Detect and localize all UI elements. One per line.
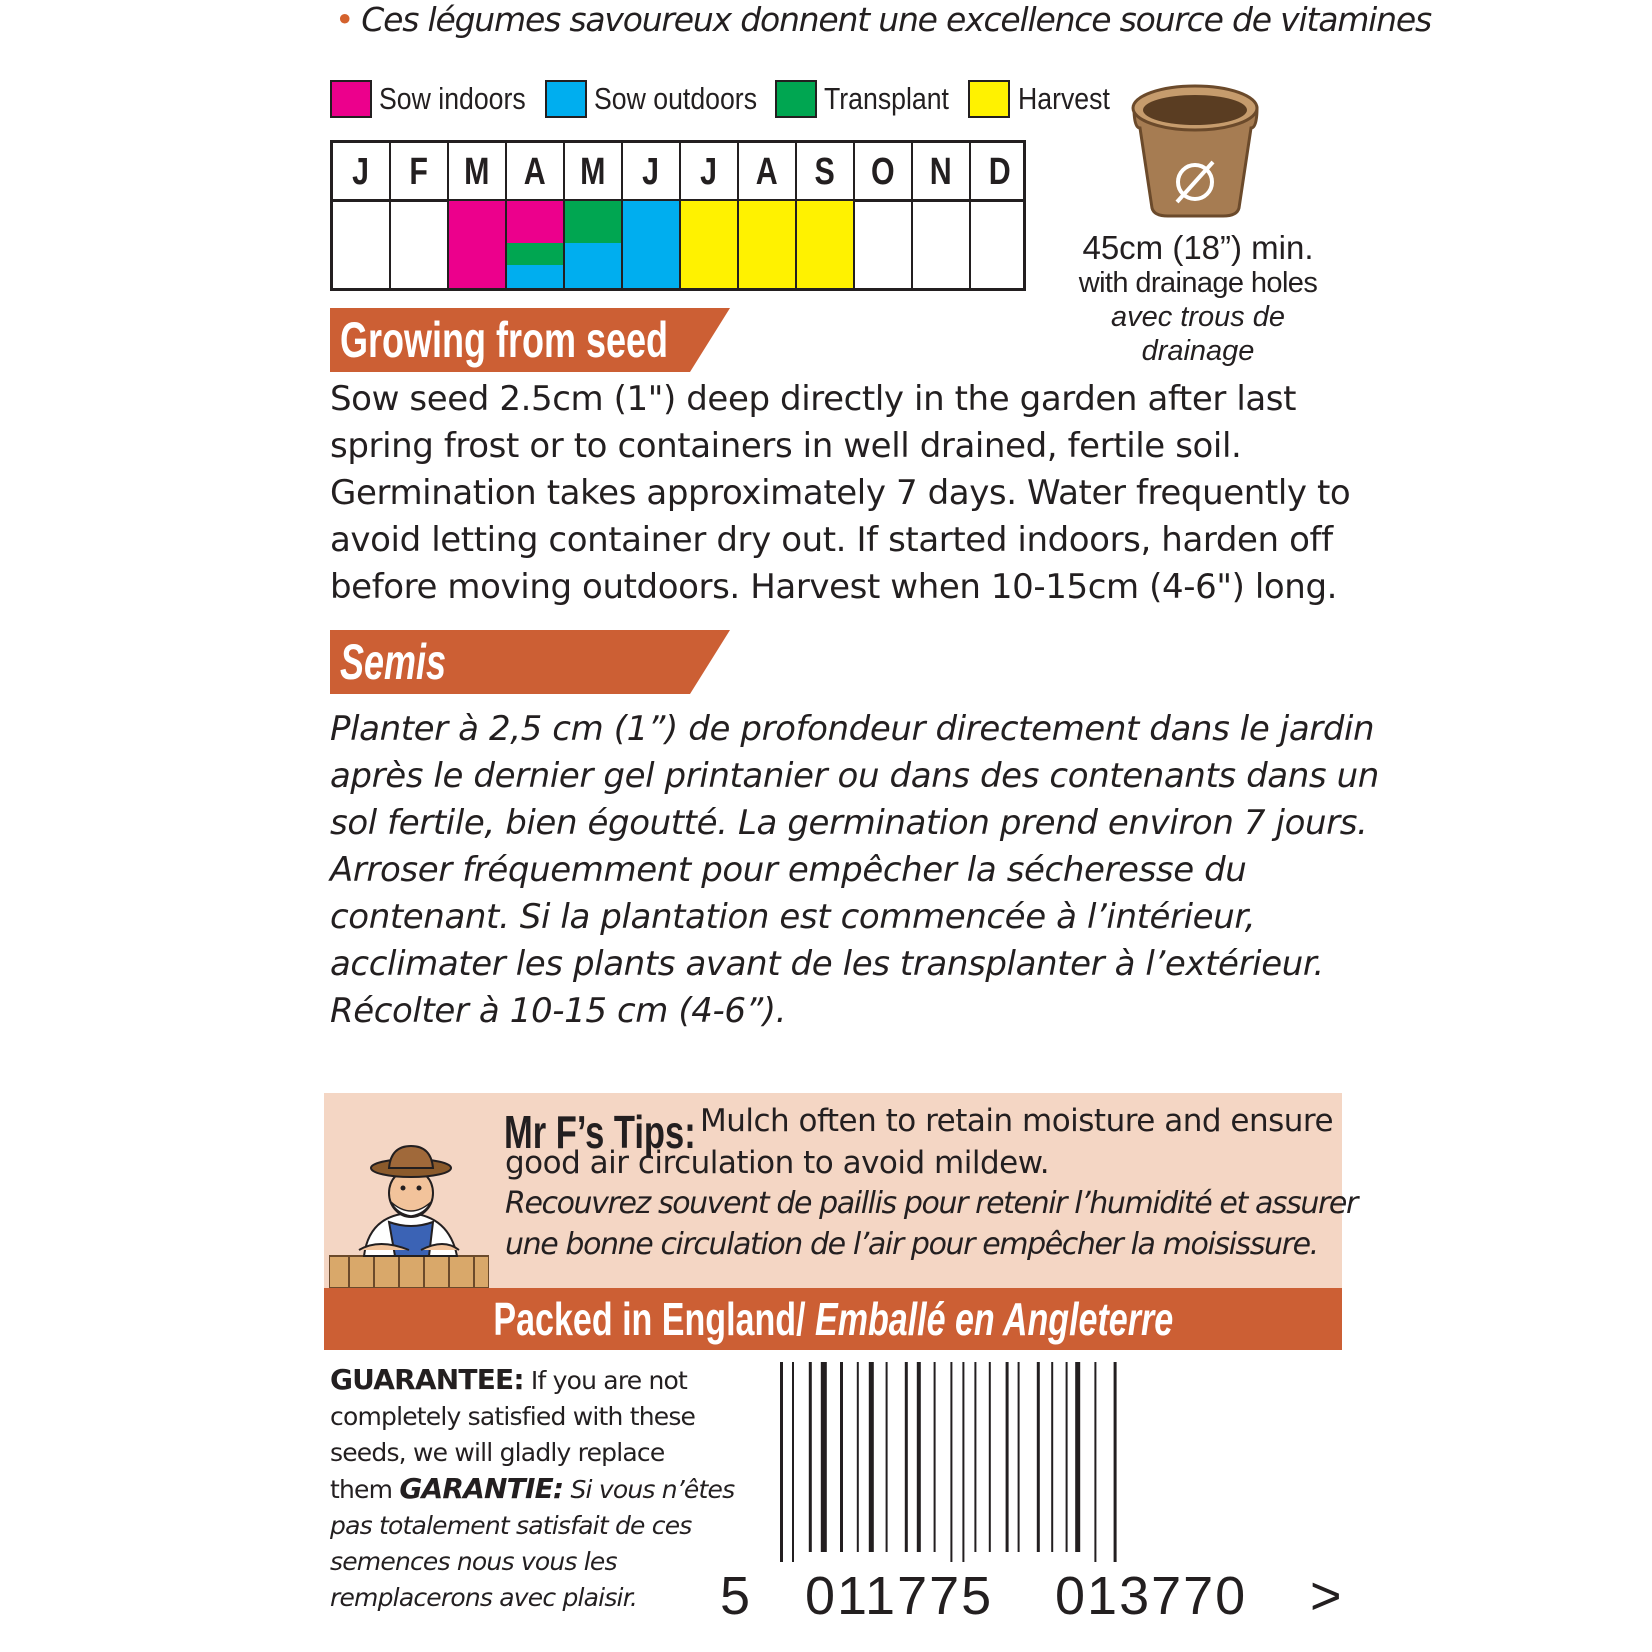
legend-label-sow-outdoors: Sow outdoors: [594, 81, 758, 116]
barcode-group-2: 013770: [1055, 1566, 1248, 1626]
guarantee-text: [330, 1362, 735, 1616]
cell-nov: [913, 201, 971, 288]
legend-swatch-transplant: [775, 80, 817, 118]
band-harvest: [739, 201, 795, 288]
barcode-first-digit: 5: [720, 1566, 751, 1626]
barcode-bar: [1018, 1362, 1020, 1552]
barcode-bar: [962, 1362, 964, 1562]
tips-fr-1: Recouvrez souvent de paillis pour retenir l’humidité et assurer: [505, 1186, 1357, 1221]
guarantee-label-en: GUARANTEE:: [330, 1363, 524, 1396]
month-may: M: [565, 143, 623, 201]
semis-line: sol fertile, bien égoutté. La germination prend environ 7 jours.: [330, 803, 1368, 843]
tips-fr-2: une bonne circulation de l’air pour empêcher la moisissure.: [505, 1227, 1318, 1262]
month-apr: A: [507, 143, 565, 201]
semis-line: acclimater les plants avant de les transplanter à l’extérieur.: [330, 944, 1324, 984]
growing-title: Growing from seed: [340, 312, 669, 368]
barcode-bar: [1075, 1362, 1080, 1552]
barcode-bar: [809, 1362, 812, 1552]
band-sow-outdoors: [507, 265, 563, 288]
growing-line: spring frost or to containers in well drained, fertile soil.: [330, 426, 1242, 466]
guarantee-line: them: [330, 1475, 393, 1504]
legend-label-transplant: Transplant: [824, 81, 949, 116]
packed-banner: [324, 1288, 1342, 1350]
growing-paragraph: [330, 376, 1350, 611]
barcode-bar: [886, 1362, 888, 1552]
barcode-bar: [869, 1362, 874, 1552]
barcode-bar: [1094, 1362, 1096, 1562]
packed-fr: Emballé en Angleterre: [814, 1293, 1173, 1345]
cell-dec: [971, 201, 1029, 288]
month-aug: A: [739, 143, 797, 201]
legend-label-sow-indoors: Sow indoors: [379, 81, 526, 116]
guarantee-line: Si vous n’êtes: [570, 1475, 735, 1504]
month-mar: M: [449, 143, 507, 201]
cell-sep: [797, 201, 855, 288]
packed-en: Packed in England/: [493, 1293, 806, 1345]
band-transplant: [565, 201, 621, 243]
top-bullet-text: Ces légumes savoureux donnent une excellence source de vitamines: [361, 0, 1431, 39]
barcode-bar: [905, 1362, 908, 1552]
guarantee-line: pas totalement satisfait de ces: [330, 1511, 692, 1540]
semis-line: contenant. Si la plantation est commencée à l’intérieur,: [330, 897, 1256, 937]
growing-line: before moving outdoors. Harvest when 10-15cm (4-6") long.: [330, 567, 1338, 607]
band-sow-outdoors: [565, 243, 621, 288]
month-feb: F: [391, 143, 449, 201]
barcode-bar: [840, 1362, 843, 1552]
cell-may: [565, 201, 623, 288]
semis-line: après le dernier gel printanier ou dans des contenants dans un: [330, 756, 1379, 796]
growing-line: avoid letting container dry out. If started indoors, harden off: [330, 520, 1333, 560]
pot-size: 45cm (18”) min.: [1082, 229, 1314, 266]
pot-drainage-en: with drainage holes: [1078, 267, 1318, 299]
month-nov: N: [913, 143, 971, 201]
barcode-bar: [1006, 1362, 1009, 1552]
cell-jan: [333, 201, 391, 288]
barcode-bar: [1066, 1362, 1068, 1552]
semis-line: Récolter à 10-15 cm (4-6”).: [330, 991, 787, 1031]
semis-paragraph: [330, 706, 1379, 1035]
guarantee-line: If you are not: [530, 1366, 688, 1395]
month-sep: S: [797, 143, 855, 201]
cell-apr: [507, 201, 565, 288]
semis-line: Arroser fréquemment pour empêcher la sécheresse du: [330, 850, 1247, 890]
bullet-icon: •: [335, 0, 354, 39]
legend-swatch-sow-indoors: [330, 80, 372, 118]
band-transplant: [507, 243, 563, 265]
barcode-end-mark: >: [1310, 1566, 1342, 1626]
barcode-bar: [950, 1362, 952, 1562]
barcode-bar: [857, 1362, 859, 1552]
guarantee-label-fr: GARANTIE:: [399, 1472, 564, 1505]
month-oct: O: [855, 143, 913, 201]
legend-label-harvest: Harvest: [1018, 81, 1110, 116]
semis-title: Semis: [340, 634, 447, 690]
month-jun: J: [623, 143, 681, 201]
band-harvest: [797, 201, 853, 288]
legend-swatch-harvest: [968, 80, 1010, 118]
barcode-bar: [1051, 1362, 1053, 1552]
barcode-bar: [934, 1362, 936, 1552]
tips-heading: Mr F’s Tips:: [504, 1106, 696, 1158]
guarantee-line: remplacerons avec plaisir.: [330, 1583, 638, 1612]
tips-en-2: good air circulation to avoid mildew.: [505, 1145, 1050, 1181]
cell-jul: [681, 201, 739, 288]
cell-feb: [391, 201, 449, 288]
pot-drainage-fr-1: avec trous de: [1110, 301, 1286, 333]
guarantee-line: seeds, we will gladly replace: [330, 1438, 665, 1467]
barcode-bar: [821, 1362, 827, 1552]
growing-header: [330, 308, 730, 372]
month-jan: J: [333, 143, 391, 201]
band-harvest: [681, 201, 737, 288]
barcode-bar: [1114, 1362, 1117, 1562]
band-sow-indoors: [449, 201, 505, 288]
guarantee-line: semences nous vous les: [330, 1547, 617, 1576]
cell-mar: [449, 201, 507, 288]
legend-swatch-sow-outdoors: [545, 80, 587, 118]
barcode-bar: [792, 1362, 794, 1562]
barcode-group-1: 011775: [805, 1566, 994, 1626]
growing-line: Sow seed 2.5cm (1") deep directly in the garden after last: [330, 379, 1297, 419]
growing-line: Germination takes approximately 7 days. Water frequently to: [330, 473, 1351, 513]
cell-oct: [855, 201, 913, 288]
semis-line: Planter à 2,5 cm (1”) de profondeur directement dans le jardin: [330, 709, 1375, 749]
barcode-bar: [917, 1362, 921, 1552]
mr-f-character-icon: [329, 1138, 489, 1288]
barcode-bar: [780, 1362, 783, 1562]
pot-drainage-fr-2: drainage: [1141, 335, 1255, 367]
barcode: [780, 1362, 1300, 1562]
barcode-bar: [989, 1362, 991, 1552]
band-sow-outdoors: [623, 201, 679, 288]
barcode-bar: [974, 1362, 976, 1552]
barcode-bar: [1037, 1362, 1040, 1552]
band-sow-indoors: [507, 201, 563, 243]
month-jul: J: [681, 143, 739, 201]
flowerpot-icon: [1128, 80, 1263, 220]
cell-aug: [739, 201, 797, 288]
tips-en-1: Mulch often to retain moisture and ensure: [700, 1103, 1334, 1139]
sowing-calendar: [330, 140, 1026, 291]
top-bullet: [335, 0, 1431, 39]
cell-jun: [623, 201, 681, 288]
semis-header: [330, 630, 730, 694]
guarantee-line: completely satisfied with these: [330, 1402, 696, 1431]
month-dec: D: [989, 151, 1011, 193]
